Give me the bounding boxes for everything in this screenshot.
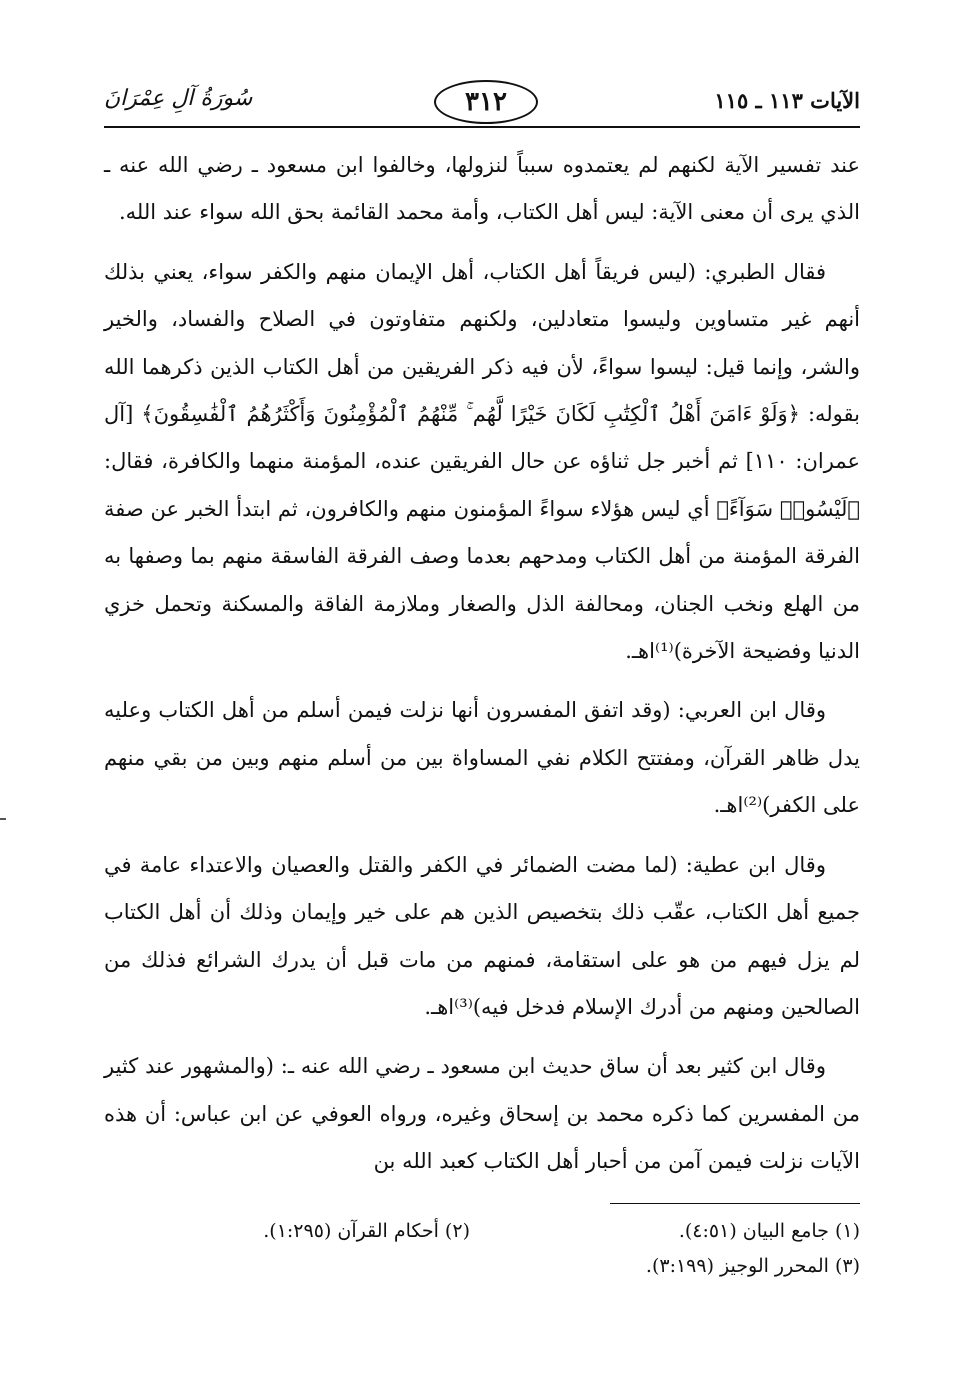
page-header bbox=[104, 80, 860, 132]
page-number: ٣١٢ bbox=[465, 87, 507, 117]
surah-title: سُورَةُ آلِ عِمْرَانَ bbox=[104, 86, 253, 111]
scan-margin-mark bbox=[0, 818, 6, 820]
paragraph-continuation: عند تفسير الآية لكنهم لم يعتمدوه سبباً لنزولها، وخالفوا ابن مسعود ـ رضي الله عنه ـ الذي يرى أن معنى الآية: ليس أهل الكتاب، وأمة محمد القائمة بحق الله سواء عند الله. bbox=[104, 153, 860, 225]
paragraph-tabari-quote: فقال الطبري: (ليس فريقاً أهل الكتاب، أهل الإيمان منهم والكفر سواء، يعني بذلك أنهم غير متساوين وليسوا متعادلين، ولكنهم متفاوتون في الصلاح والفساد، والخير والشر، وإنما قيل: ليسوا سواءً، لأن فيه ذكر الفريقين من أهل الكتاب الذين ذكرهما الله بقوله: ﴿وَلَوْ ءَامَنَ أَهْلُ ٱلْكِتَٰبِ لَكَانَ خَيْرًا لَّهُم ۚ مِّنْهُمُ ٱلْمُؤْمِنُونَ وَأَكْثَرُهُمُ ٱلْفَٰسِقُونَ﴾ [آل عمران: ١١٠] ثم أخبر جل ثناؤه عن حال الفريقين عنده، المؤمنة منهما والكافرة، فقال: ﴿لَيْسُوا۟ سَوَآءً﴾ أي ليس هؤلاء سواءً المؤمنون منهم والكافرون، ثم ابتدأ الخبر عن صفة الفرقة المؤمنة من أهل الكتاب ومدحهم بعدما وصف الفرقة الفاسقة منهم بما وصفها به من الهلع ونخب الجنان، ومحالفة الذل والصغار وملازمة الفاقة والمسكنة وتحمل خزي الدنيا وفضيحة الآخرة)⁽¹⁾اهـ. bbox=[104, 259, 861, 664]
page-number-badge bbox=[434, 80, 538, 124]
paragraph-ibn-atiyya-quote: وقال ابن عطية: (لما مضت الضمائر في الكفر والقتل والعصيان والاعتداء عامة في جميع أهل الكتاب، عقّب ذلك بتخصيص الذين هم على خير وإيمان وذلك أن أهل الكتاب لم يزل فيهم من هو على استقامة، فمنهم من مات قبل أن يدرك الشرائع فذلك من الصالحين ومنهم من أدرك الإسلام فدخل فيه)⁽³⁾اهـ. bbox=[104, 852, 860, 1019]
footnote-1: (١) جامع البيان (٤:٥١). bbox=[678, 1220, 860, 1242]
header-divider bbox=[104, 126, 860, 128]
footnote-3: (٣) المحرر الوجيز (٣:١٩٩). bbox=[645, 1255, 860, 1277]
verses-range-label: الآيات ١١٣ ـ ١١٥ bbox=[714, 88, 860, 113]
footnote-2: (٢) أحكام القرآن (١:٢٩٥). bbox=[263, 1220, 470, 1242]
footnote-divider bbox=[610, 1203, 860, 1204]
paragraph-ibn-arabi-quote: وقال ابن العربي: (وقد اتفق المفسرون أنها نزلت فيمن أسلم من أهل الكتاب وعليه يدل ظاهر القرآن، ومفتتح الكلام نفي المساواة بين من أسلم منهم وبين من بقي منهم على الكفر)⁽²⁾اهـ. bbox=[104, 698, 860, 818]
paragraph-ibn-kathir-quote: وقال ابن كثير بعد أن ساق حديث ابن مسعود ـ رضي الله عنه ـ: (والمشهور عند كثير من المفسرين كما ذكره محمد بن إسحاق وغيره، ورواه العوفي عن ابن عباس: أن هذه الآيات نزلت فيمن آمن من أحبار أهل الكتاب كعبد الله بن bbox=[104, 1054, 860, 1174]
main-text bbox=[104, 142, 860, 1186]
